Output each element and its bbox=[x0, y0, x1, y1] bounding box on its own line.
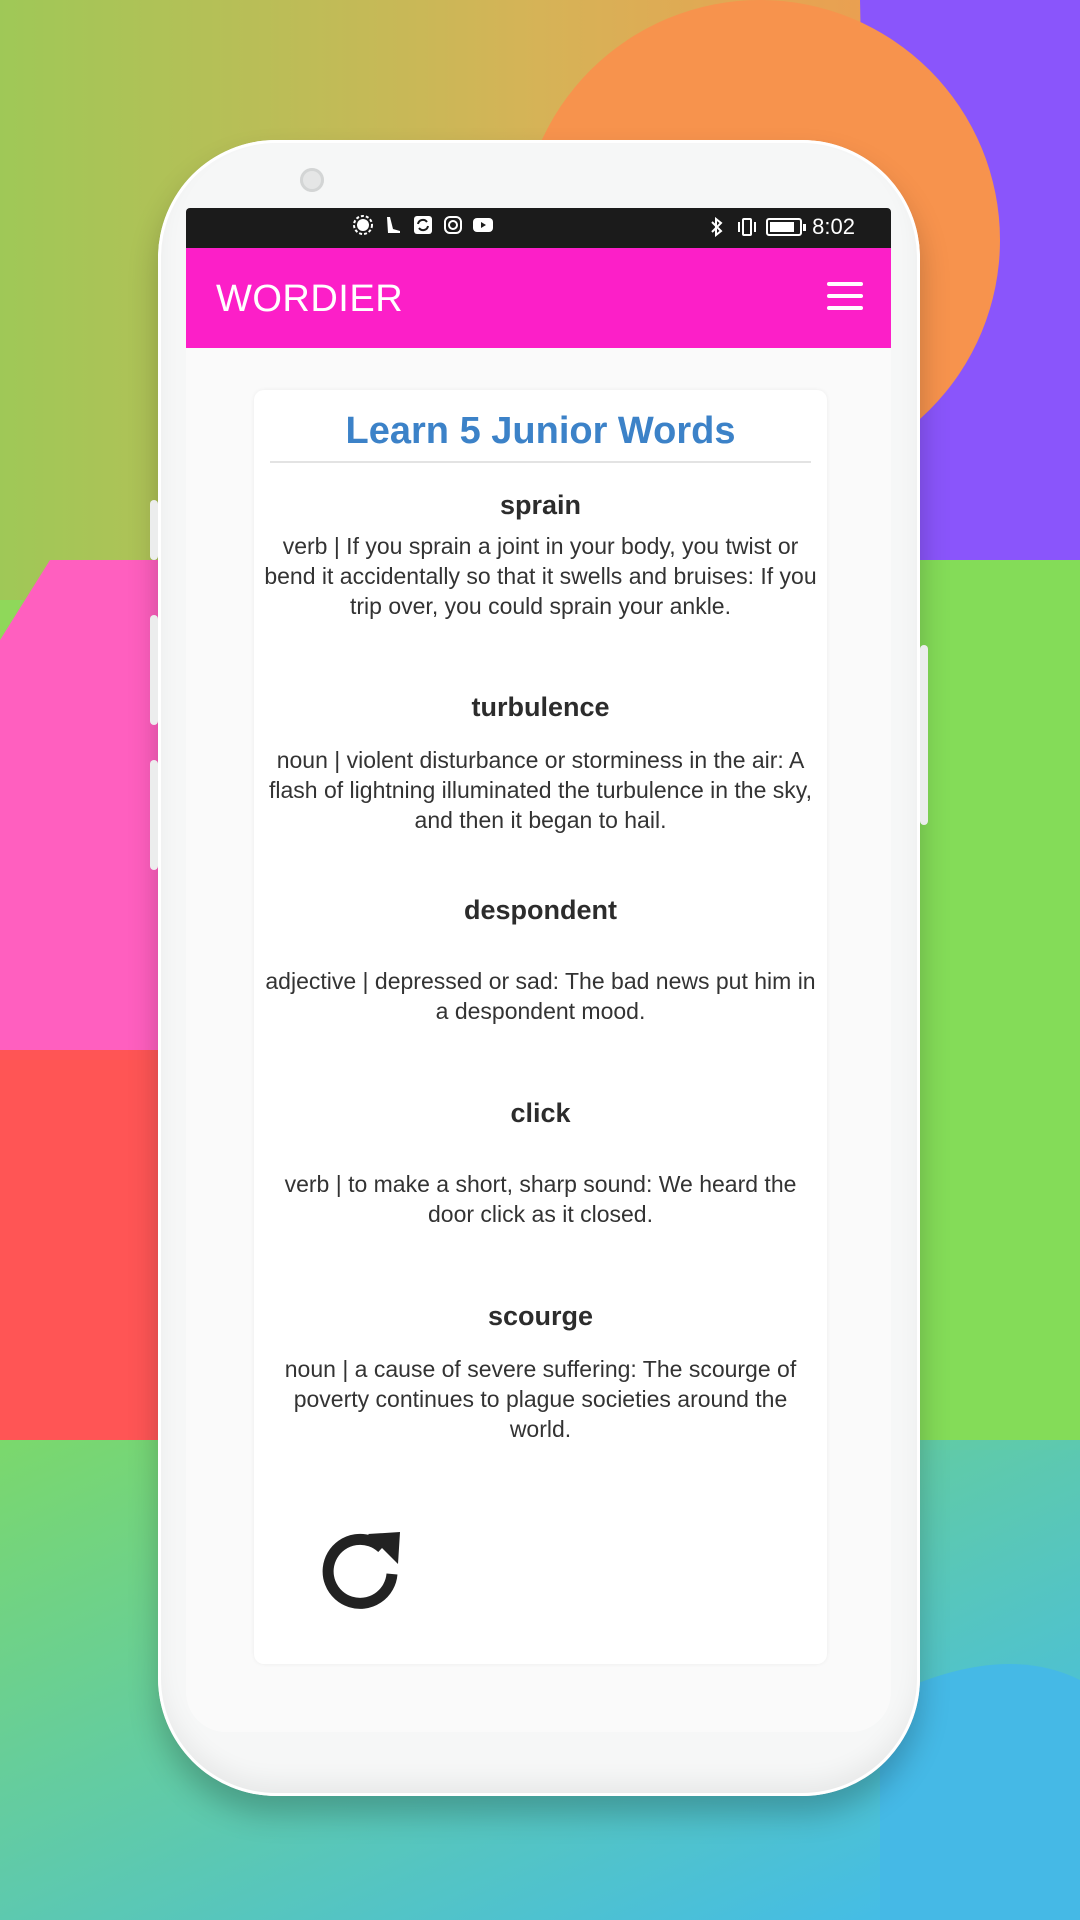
word-definition: adjective | depressed or sad: The bad news put him in a despondent mood. bbox=[265, 968, 816, 1024]
heel-icon bbox=[382, 214, 404, 236]
bluetooth-icon bbox=[706, 216, 728, 238]
vibrate-icon bbox=[736, 216, 758, 238]
youtube-icon bbox=[472, 214, 494, 236]
word-name: turbulence bbox=[471, 692, 610, 722]
word-name: despondent bbox=[464, 895, 617, 925]
side-button-left-1 bbox=[150, 500, 158, 560]
front-camera bbox=[300, 168, 324, 192]
side-button-left-2 bbox=[150, 615, 158, 725]
word-definition: verb | If you sprain a joint in your body, you twist or bend it accidentally so that it swells and bruises: If you trip over, you could sprain your ankle. bbox=[264, 533, 817, 619]
word-name: click bbox=[510, 1098, 571, 1128]
word-name: scourge bbox=[487, 1301, 594, 1331]
notification-icons bbox=[352, 214, 494, 236]
word-definition: verb | to make a short, sharp sound: We heard the door click as it closed. bbox=[284, 1171, 797, 1227]
word-item bbox=[264, 1301, 817, 1444]
word-item bbox=[264, 490, 817, 621]
system-icons bbox=[706, 214, 855, 240]
status-time: 8:02 bbox=[812, 214, 855, 239]
word-definition: noun | a cause of severe suffering: The scourge of poverty continues to plague societies around the world. bbox=[284, 1356, 797, 1442]
side-button-left-3 bbox=[150, 760, 158, 870]
hamburger-menu-icon[interactable] bbox=[827, 282, 863, 312]
app-title: WORDIER bbox=[216, 278, 404, 320]
word-item bbox=[264, 1098, 817, 1229]
app-bar bbox=[186, 248, 891, 348]
instagram-icon bbox=[442, 214, 464, 236]
word-item bbox=[264, 895, 817, 1026]
screen bbox=[186, 208, 891, 1732]
word-definition: noun | violent disturbance or storminess in the air: A flash of lightning illuminated the turbulence in the sky, and then it began to hail. bbox=[269, 747, 812, 833]
settings-icon bbox=[352, 214, 374, 236]
word-item bbox=[264, 692, 817, 835]
side-button-right bbox=[920, 645, 928, 825]
status-bar bbox=[186, 208, 891, 248]
refresh-icon[interactable] bbox=[312, 1518, 408, 1614]
card-title: Learn 5 Junior Words bbox=[270, 410, 811, 463]
word-name: sprain bbox=[499, 490, 582, 520]
words-card bbox=[254, 390, 827, 1664]
sync-icon bbox=[412, 214, 434, 236]
battery-icon bbox=[766, 218, 802, 236]
